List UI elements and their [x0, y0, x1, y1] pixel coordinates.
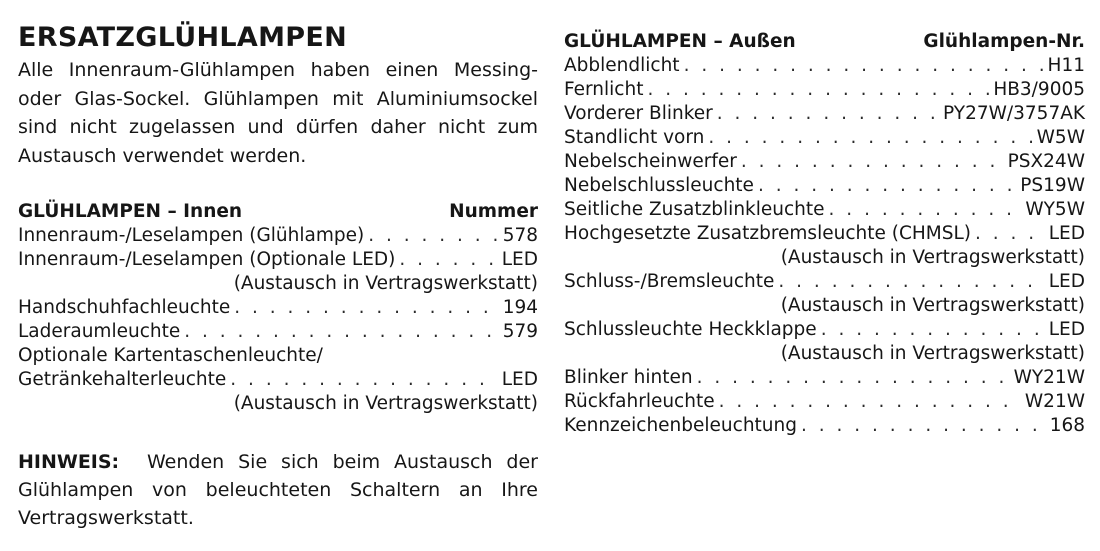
bulb-name: Hochgesetzte Zusatzbremsleuchte (CHMSL) — [564, 223, 972, 244]
bulb-number: LED — [501, 249, 538, 270]
table-row — [18, 368, 538, 392]
right-column — [564, 30, 1085, 438]
inner-section-header — [18, 200, 538, 224]
bulb-name: Schlussleuchte Heckklappe — [564, 319, 817, 340]
bulb-name: Blinker hinten — [564, 367, 693, 388]
dot-leader — [234, 296, 498, 320]
table-row — [564, 366, 1085, 390]
bulb-name: Nebelscheinwerfer — [564, 151, 737, 172]
page-title: ERSATZGLÜHLAMPEN — [18, 22, 347, 53]
table-row — [564, 390, 1085, 414]
bulb-number: PS19W — [1020, 175, 1085, 196]
left-column — [18, 22, 538, 551]
bulb-number: H11 — [1047, 55, 1085, 76]
bulb-name: Schluss-/Bremsleuchte — [564, 271, 775, 292]
dot-leader — [758, 174, 1016, 198]
table-row — [564, 54, 1085, 78]
table-row — [564, 222, 1085, 246]
row-note: (Austausch in Vertragswerkstatt) — [780, 343, 1085, 364]
bulb-number: 194 — [502, 297, 538, 318]
hint-paragraph — [18, 448, 538, 532]
bulb-name: Rückfahrleuchte — [564, 391, 715, 412]
table-row — [564, 198, 1085, 222]
bulb-name: Innenraum-/Leselampen (Glühlampe) — [18, 225, 365, 246]
bulb-number: LED — [1048, 319, 1085, 340]
dot-leader — [368, 224, 498, 248]
intro-paragraph: Alle Innenraum-Glühlampen haben einen Messing- oder Glas-Sockel. Glühlampen mit Aluminiumsockel sind nicht zugelassen und dürfen daher nicht zum Austausch verwendet werden. — [18, 59, 538, 167]
dot-leader — [741, 150, 1004, 174]
table-row — [18, 248, 538, 272]
dot-leader — [717, 102, 939, 126]
bulb-name: Seitliche Zusatzblinkleuchte — [564, 199, 825, 220]
bulb-number: HB3/9005 — [993, 79, 1085, 100]
table-row — [564, 102, 1085, 126]
table-row — [18, 224, 538, 248]
dot-leader — [184, 320, 498, 344]
bulb-number: W21W — [1024, 391, 1085, 412]
bulb-name: Kennzeichenbeleuchtung — [564, 415, 797, 436]
inner-number-heading: Nummer — [449, 201, 538, 222]
bulb-name: Handschuhfachleuchte — [18, 297, 231, 318]
dot-leader — [821, 318, 1045, 342]
dot-leader — [801, 414, 1046, 438]
dot-leader — [647, 78, 989, 102]
bulb-name: Abblendlicht — [564, 55, 680, 76]
row-note: (Austausch in Vertragswerkstatt) — [233, 273, 538, 294]
bulb-name: Standlicht vorn — [564, 127, 705, 148]
outer-section-header — [564, 30, 1085, 54]
bulb-number: LED — [1048, 271, 1085, 292]
dot-leader — [975, 222, 1045, 246]
dot-leader — [778, 270, 1044, 294]
dot-leader — [230, 368, 497, 392]
row-prefix: Optionale Kartentaschenleuchte/ — [18, 345, 323, 366]
dot-leader — [708, 126, 1032, 150]
dot-leader — [829, 198, 1022, 222]
table-row — [18, 296, 538, 320]
table-row — [564, 270, 1085, 294]
bulb-number: 578 — [502, 225, 538, 246]
table-row — [564, 174, 1085, 198]
dot-leader — [399, 248, 497, 272]
row-note: (Austausch in Vertragswerkstatt) — [780, 247, 1085, 268]
bulb-number: LED — [1048, 223, 1085, 244]
bulb-number: PY27W/3757AK — [943, 103, 1085, 124]
outer-number-heading: Glühlampen-Nr. — [923, 31, 1085, 52]
bulb-number: WY5W — [1025, 199, 1085, 220]
bulb-number: 579 — [502, 321, 538, 342]
dot-leader — [719, 390, 1021, 414]
bulb-number: W5W — [1036, 127, 1085, 148]
bulb-name: Innenraum-/Leselampen (Optionale LED) — [18, 249, 396, 270]
table-row — [564, 78, 1085, 102]
table-row — [564, 126, 1085, 150]
bulb-number: 168 — [1049, 415, 1085, 436]
table-row — [18, 320, 538, 344]
bulb-number: LED — [501, 369, 538, 390]
bulb-name: Vorderer Blinker — [564, 103, 713, 124]
bulb-name: Nebelschlussleuchte — [564, 175, 754, 196]
row-note: (Austausch in Vertragswerkstatt) — [780, 295, 1085, 316]
bulb-number: PSX24W — [1007, 151, 1085, 172]
outer-section-heading: GLÜHLAMPEN – Außen — [564, 31, 796, 52]
inner-section-heading: GLÜHLAMPEN – Innen — [18, 201, 243, 222]
dot-leader — [684, 54, 1044, 78]
inner-bulbs-section — [18, 200, 538, 416]
bulb-name: Laderaumleuchte — [18, 321, 181, 342]
bulb-number: WY21W — [1013, 367, 1085, 388]
hint-label: HINWEIS: — [18, 451, 120, 473]
row-note: (Austausch in Vertragswerkstatt) — [233, 393, 538, 414]
hint-text: Wenden Sie sich beim Austausch der Glühlampen von beleuchteten Schaltern an Ihre Vertragswerkstatt. — [18, 451, 538, 529]
dot-leader — [697, 366, 1010, 390]
table-row — [564, 414, 1085, 438]
bulb-name: Fernlicht — [564, 79, 644, 100]
table-row — [564, 150, 1085, 174]
table-row — [564, 318, 1085, 342]
bulb-name: Getränkehalterleuchte — [18, 369, 227, 390]
